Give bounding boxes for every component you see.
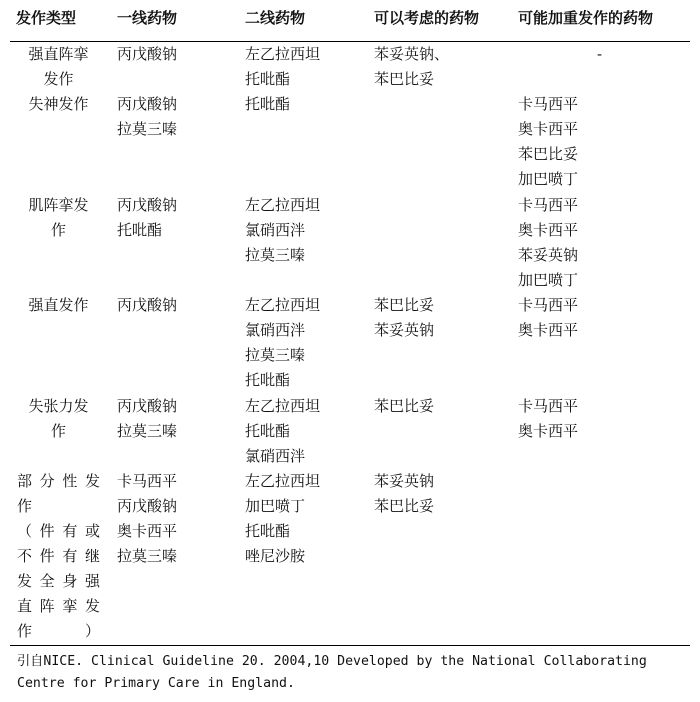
header-seizure-type: 发作类型 bbox=[16, 9, 77, 27]
considered-drugs-cell bbox=[374, 394, 434, 419]
drug-name: 氯硝西泮 bbox=[245, 221, 306, 239]
second-line-drugs-cell bbox=[245, 469, 320, 569]
seizure-type-line: 不件有继 bbox=[17, 547, 100, 565]
drug-name: 拉莫三嗪 bbox=[117, 120, 178, 138]
worsening-drugs-cell bbox=[518, 394, 578, 444]
seizure-type-cell bbox=[17, 469, 100, 644]
drug-name: 丙戊酸钠 bbox=[117, 397, 178, 415]
first-line-drugs-cell bbox=[117, 394, 177, 444]
considered-drugs-cell bbox=[374, 469, 434, 519]
drug-name: 加巴喷丁 bbox=[518, 271, 579, 289]
drug-name: 苯妥英钠 bbox=[374, 472, 435, 490]
drug-name: 苯巴比妥 bbox=[518, 145, 579, 163]
seizure-type-line: 肌阵挛发 bbox=[28, 196, 89, 214]
seizure-type-line: 强直发作 bbox=[28, 296, 89, 314]
drug-name: 托吡酯 bbox=[245, 70, 291, 88]
worsening-drugs-cell bbox=[518, 293, 578, 343]
seizure-type-cell bbox=[17, 42, 100, 92]
considered-drugs-cell bbox=[374, 42, 449, 92]
drug-name: 唑尼沙胺 bbox=[245, 547, 306, 565]
seizure-type-line: 发全身强 bbox=[17, 572, 100, 590]
seizure-type-line: 发作 bbox=[43, 70, 74, 88]
drug-name: 奥卡西平 bbox=[518, 120, 579, 138]
header-rule bbox=[10, 41, 690, 42]
seizure-type-line: 失神发作 bbox=[28, 95, 89, 113]
header-second-line: 二线药物 bbox=[245, 9, 306, 27]
seizure-type-line: 直阵挛发 bbox=[17, 597, 100, 615]
bottom-rule bbox=[10, 645, 690, 646]
seizure-type-line: （件有或 bbox=[17, 522, 100, 540]
drug-name: 托吡酯 bbox=[245, 95, 291, 113]
seizure-type-line: 作 bbox=[17, 497, 33, 515]
drug-name: 左乙拉西坦 bbox=[245, 296, 321, 314]
first-line-drugs-cell bbox=[117, 469, 177, 569]
second-line-drugs-cell bbox=[245, 293, 320, 393]
drug-name: 托吡酯 bbox=[245, 422, 291, 440]
drug-name: 奥卡西平 bbox=[518, 422, 579, 440]
drug-name: 苯巴比妥 bbox=[374, 70, 435, 88]
seizure-type-line: 强直阵挛 bbox=[28, 45, 89, 63]
drug-name: 托吡酯 bbox=[245, 371, 291, 389]
drug-name: - bbox=[597, 45, 603, 63]
worsening-drugs-cell bbox=[518, 193, 578, 293]
worsening-drugs-cell bbox=[518, 92, 578, 192]
worsening-drugs-cell bbox=[597, 42, 602, 67]
drug-name: 苯妥英钠 bbox=[374, 321, 435, 339]
seizure-type-cell bbox=[17, 193, 100, 243]
drug-name: 卡马西平 bbox=[518, 95, 579, 113]
seizure-type-line: 作 bbox=[50, 422, 66, 440]
drug-name: 氯硝西泮 bbox=[245, 447, 306, 465]
drug-name: 卡马西平 bbox=[518, 397, 579, 415]
first-line-drugs-cell bbox=[117, 193, 177, 243]
first-line-drugs-cell bbox=[117, 42, 177, 67]
seizure-type-cell bbox=[17, 394, 100, 444]
drug-name: 托吡酯 bbox=[117, 221, 163, 239]
drug-name: 丙戊酸钠 bbox=[117, 45, 178, 63]
drug-name: 丙戊酸钠 bbox=[117, 196, 178, 214]
drug-name: 加巴喷丁 bbox=[245, 497, 306, 515]
drug-name: 奥卡西平 bbox=[518, 221, 579, 239]
drug-name: 卡马西平 bbox=[117, 472, 178, 490]
drug-name: 卡马西平 bbox=[518, 296, 579, 314]
seizure-type-line: 作） bbox=[17, 622, 100, 640]
drug-name: 苯妥英钠、 bbox=[374, 45, 450, 63]
header-first-line: 一线药物 bbox=[117, 9, 178, 27]
seizure-type-line: 部分性发 bbox=[17, 472, 100, 490]
citation-line-1: 引自NICE. Clinical Guideline 20. 2004,10 Developed by the National Collaborating bbox=[17, 654, 647, 669]
drug-name: 奥卡西平 bbox=[117, 522, 178, 540]
second-line-drugs-cell bbox=[245, 193, 320, 268]
drug-name: 加巴喷丁 bbox=[518, 170, 579, 188]
drug-name: 苯巴比妥 bbox=[374, 296, 435, 314]
second-line-drugs-cell bbox=[245, 92, 290, 117]
drug-name: 丙戊酸钠 bbox=[117, 296, 178, 314]
seizure-type-cell bbox=[17, 293, 100, 318]
first-line-drugs-cell bbox=[117, 92, 177, 142]
second-line-drugs-cell bbox=[245, 42, 320, 92]
drug-name: 拉莫三嗪 bbox=[245, 346, 306, 364]
drug-name: 苯巴比妥 bbox=[374, 397, 435, 415]
drug-name: 左乙拉西坦 bbox=[245, 196, 321, 214]
drug-name: 托吡酯 bbox=[245, 522, 291, 540]
considered-drugs-cell bbox=[374, 293, 434, 343]
citation-line-2: Centre for Primary Care in England. bbox=[17, 676, 295, 691]
drug-name: 拉莫三嗪 bbox=[117, 422, 178, 440]
header-may-worsen: 可能加重发作的药物 bbox=[518, 9, 654, 27]
drug-name: 丙戊酸钠 bbox=[117, 497, 178, 515]
drug-name: 拉莫三嗪 bbox=[245, 246, 306, 264]
drug-name: 奥卡西平 bbox=[518, 321, 579, 339]
drug-name: 苯妥英钠 bbox=[518, 246, 579, 264]
first-line-drugs-cell bbox=[117, 293, 177, 318]
drug-name: 氯硝西泮 bbox=[245, 321, 306, 339]
seizure-type-cell bbox=[17, 92, 100, 117]
drug-name: 丙戊酸钠 bbox=[117, 95, 178, 113]
seizure-type-line: 失张力发 bbox=[28, 397, 89, 415]
drug-name: 左乙拉西坦 bbox=[245, 397, 321, 415]
drug-name: 左乙拉西坦 bbox=[245, 472, 321, 490]
drug-name: 苯巴比妥 bbox=[374, 497, 435, 515]
seizure-type-line: 作 bbox=[50, 221, 66, 239]
drug-name: 左乙拉西坦 bbox=[245, 45, 321, 63]
drug-name: 拉莫三嗪 bbox=[117, 547, 178, 565]
second-line-drugs-cell bbox=[245, 394, 320, 469]
header-consider: 可以考虑的药物 bbox=[374, 9, 480, 27]
drug-name: 卡马西平 bbox=[518, 196, 579, 214]
